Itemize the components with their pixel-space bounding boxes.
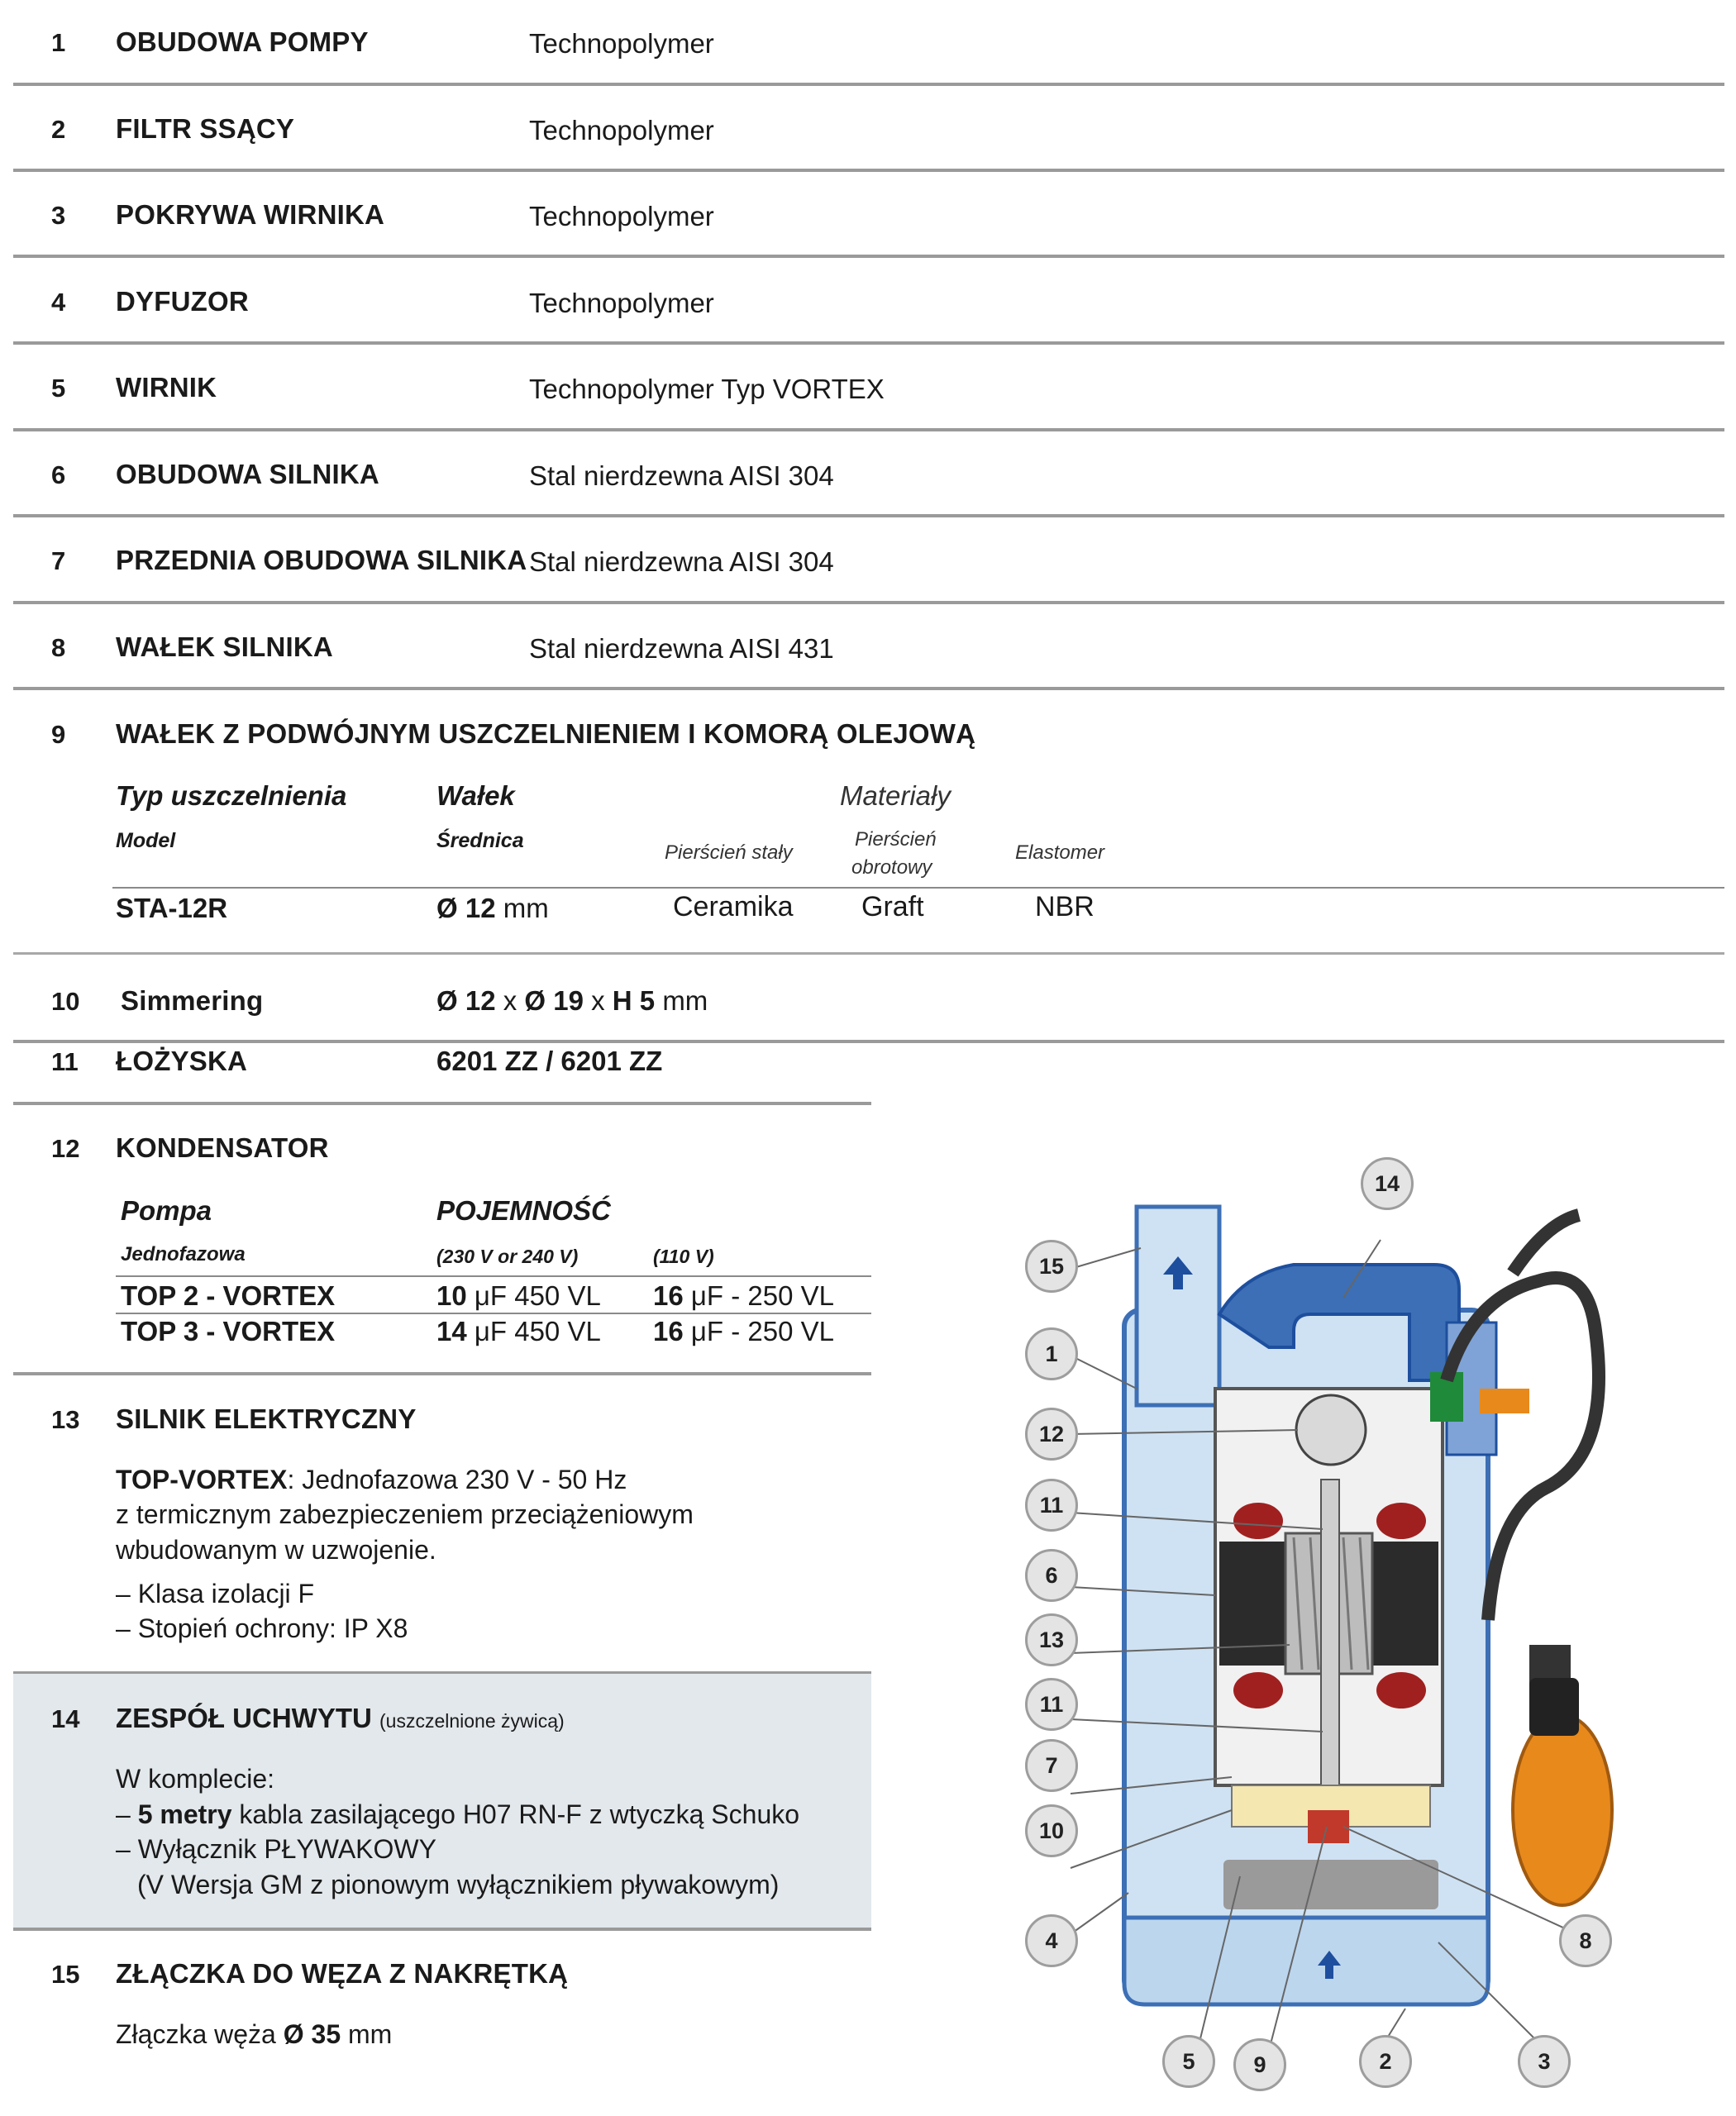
callout-4: 4: [1025, 1914, 1078, 1967]
simmering-unit: mm: [662, 985, 708, 1016]
elastomer-material: NBR: [1035, 891, 1095, 922]
row-value: Technopolymer: [529, 28, 714, 59]
row-label: ZŁĄCZKA DO WĘZA Z NAKRĘTKĄ: [116, 1958, 569, 1989]
header-seal-type: Typ uszczelnienia: [116, 780, 347, 811]
rotating-ring-material: Graft: [861, 891, 924, 922]
header-pump: Pompa: [121, 1195, 212, 1226]
handle-text: W komplecie:: [116, 1764, 275, 1794]
callout-12: 12: [1025, 1408, 1078, 1461]
row-number: 7: [51, 546, 66, 575]
header-voltage-110: (110 V): [653, 1246, 714, 1267]
seal-model: STA-12R: [116, 893, 228, 923]
callout-13: 13: [1025, 1613, 1078, 1666]
row-label: DYFUZOR: [116, 286, 249, 317]
divider: [13, 687, 1724, 690]
simmering-outer: Ø 19: [524, 985, 584, 1016]
callout-15: 15: [1025, 1240, 1078, 1293]
callout-2: 2: [1359, 2035, 1412, 2088]
row-number: 6: [51, 460, 66, 489]
callout-3: 3: [1518, 2035, 1571, 2088]
header-voltage-230: (230 V or 240 V): [436, 1246, 579, 1267]
hose-unit: mm: [341, 2019, 393, 2049]
callout-8: 8: [1559, 1914, 1612, 1967]
capacitance-unit: μF - 250 VL: [690, 1280, 834, 1311]
shaft-diameter-unit: mm: [503, 893, 549, 923]
capacitance-unit: μF 450 VL: [474, 1316, 601, 1346]
divider: [13, 83, 1724, 86]
dash: –: [116, 1799, 138, 1829]
callout-7: 7: [1025, 1739, 1078, 1792]
row-label: FILTR SSĄCY: [116, 113, 295, 144]
simmering-height: H 5: [612, 985, 656, 1016]
row-label: WIRNIK: [116, 372, 217, 403]
row-number: 13: [51, 1405, 80, 1434]
header-single-phase: Jednofazowa: [121, 1243, 246, 1265]
row-label: WAŁEK Z PODWÓJNYM USZCZELNIENIEM I KOMORĄ OLEJOWĄ: [116, 718, 976, 749]
float-switch: – Wyłącznik PŁYWAKOWY: [116, 1834, 436, 1864]
divider: [13, 1372, 871, 1375]
row-label: OBUDOWA POMPY: [116, 26, 369, 57]
capacitance-110: 16: [653, 1316, 684, 1346]
row-value: Stal nierdzewna AISI 304: [529, 546, 834, 577]
motor-text: wbudowanym w uzwojenie.: [116, 1535, 436, 1565]
motor-model: TOP-VORTEX: [116, 1465, 288, 1494]
row-number: 12: [51, 1134, 80, 1163]
insulation-class: – Klasa izolacji F: [116, 1579, 315, 1608]
divider: [13, 952, 1724, 955]
row-number: 9: [51, 720, 66, 749]
row-number: 10: [51, 987, 80, 1016]
capacitance-230: 10: [436, 1280, 467, 1311]
row-value: Technopolymer: [529, 288, 714, 318]
callout-11: 11: [1025, 1479, 1078, 1532]
header-materials: Materiały: [840, 780, 951, 811]
divider: [13, 1671, 871, 1674]
hose-diameter: Ø 35: [283, 2019, 341, 2049]
row-number: 14: [51, 1704, 80, 1733]
protection-rating: – Stopień ochrony: IP X8: [116, 1613, 408, 1643]
callout-leader-lines: [1017, 1149, 1728, 2108]
row-label: SILNIK ELEKTRYCZNY: [116, 1404, 417, 1434]
hose-text: Złączka węża: [116, 2019, 284, 2049]
row-label-note: (uszczelnione żywicą): [379, 1710, 565, 1732]
capacitor-pump-name: TOP 3 - VORTEX: [121, 1316, 336, 1346]
callout-5: 5: [1162, 2035, 1215, 2088]
row-label: WAŁEK SILNIKA: [116, 631, 333, 662]
row-value: Stal nierdzewna AISI 431: [529, 633, 834, 664]
header-diameter: Średnica: [436, 829, 524, 852]
fixed-ring-material: Ceramika: [673, 891, 794, 922]
times-sign: x: [591, 985, 605, 1016]
divider: [13, 428, 1724, 431]
row-number: 11: [51, 1047, 79, 1076]
times-sign: x: [503, 985, 517, 1016]
header-capacity: POJEMNOŚĆ: [436, 1195, 611, 1226]
row-label: ŁOŻYSKA: [116, 1046, 248, 1076]
header-rotating-ring: Pierścień: [855, 828, 937, 851]
divider: [13, 341, 1724, 345]
divider: [116, 1275, 871, 1277]
capacitance-230: 14: [436, 1316, 467, 1346]
row-number: 2: [51, 115, 66, 144]
divider: [116, 1313, 871, 1314]
capacitance-unit: μF 450 VL: [474, 1280, 601, 1311]
row-value: Technopolymer Typ VORTEX: [529, 374, 885, 404]
shaft-diameter: Ø 12: [436, 893, 496, 923]
row-value: Technopolymer: [529, 201, 714, 231]
callout-6: 6: [1025, 1549, 1078, 1602]
cable-length: 5 metry: [137, 1799, 232, 1829]
capacitance-unit: μF - 250 VL: [690, 1316, 834, 1346]
row-label: KONDENSATOR: [116, 1132, 329, 1163]
row-number: 5: [51, 374, 66, 403]
motor-spec: : Jednofazowa 230 V - 50 Hz: [287, 1465, 627, 1494]
bearings-value: 6201 ZZ / 6201 ZZ: [436, 1046, 663, 1076]
simmering-inner: Ø 12: [436, 985, 496, 1016]
row-label: POKRYWA WIRNIKA: [116, 199, 385, 230]
divider: [112, 887, 1724, 889]
row-value: Technopolymer: [529, 115, 714, 145]
header-fixed-ring: Pierścień stały: [665, 841, 793, 864]
capacitance-110: 16: [653, 1280, 684, 1311]
callout-9: 9: [1233, 2038, 1286, 2091]
row-label: ZESPÓŁ UCHWYTU: [116, 1703, 372, 1733]
header-model: Model: [116, 829, 176, 852]
divider: [13, 514, 1724, 517]
row-value: Stal nierdzewna AISI 304: [529, 460, 834, 491]
row-label: PRZEDNIA OBUDOWA SILNIKA: [116, 545, 527, 575]
row-number: 1: [51, 28, 66, 57]
header-shaft: Wałek: [436, 780, 515, 811]
callout-11: 11: [1025, 1678, 1078, 1731]
callout-10: 10: [1025, 1804, 1078, 1857]
cable-spec: kabla zasilającego H07 RN-F z wtyczką Schuko: [231, 1799, 800, 1829]
row-number: 8: [51, 633, 66, 662]
motor-text: z termicznym zabezpieczeniem przeciążeniowym: [116, 1499, 694, 1529]
row-number: 3: [51, 201, 66, 230]
gm-version-note: (V Wersja GM z pionowym wyłącznikiem pływakowym): [137, 1870, 780, 1899]
header-elastomer: Elastomer: [1015, 841, 1105, 864]
callout-1: 1: [1025, 1327, 1078, 1380]
row-number: 15: [51, 1960, 80, 1989]
divider: [13, 169, 1724, 172]
divider: [13, 1928, 871, 1931]
capacitor-pump-name: TOP 2 - VORTEX: [121, 1280, 336, 1311]
divider: [13, 1102, 871, 1105]
divider: [13, 255, 1724, 258]
header-rotating-ring-2: obrotowy: [851, 856, 932, 879]
divider: [13, 1040, 1724, 1043]
callout-14: 14: [1361, 1157, 1414, 1210]
divider: [13, 601, 1724, 604]
row-label: OBUDOWA SILNIKA: [116, 459, 379, 489]
row-label: Simmering: [121, 985, 264, 1016]
row-number: 4: [51, 288, 66, 317]
